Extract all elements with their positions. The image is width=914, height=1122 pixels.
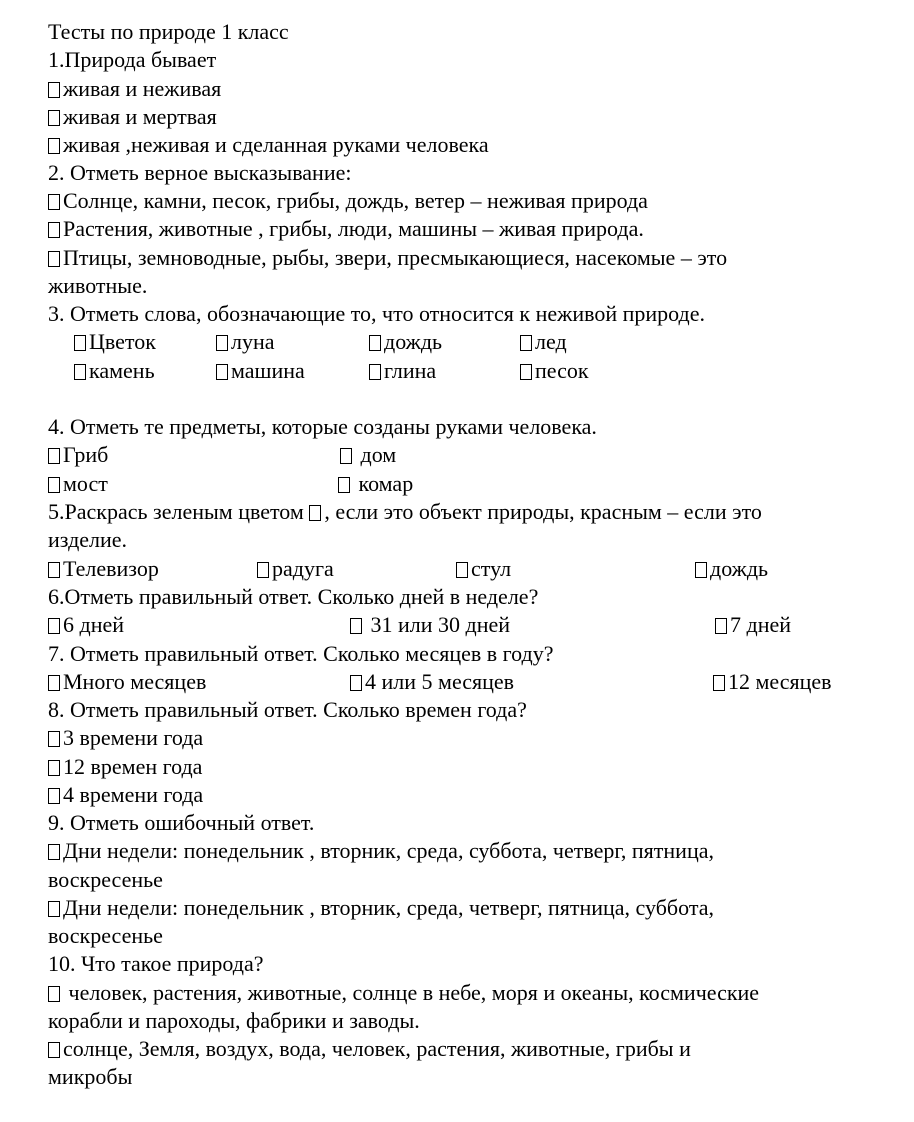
q9-option-1-continued: воскресенье (48, 867, 163, 892)
checkbox-icon[interactable] (74, 335, 86, 351)
q2-option-1[interactable]: Солнце, камни, песок, грибы, дождь, ветер – неживая природа (48, 187, 648, 215)
q4-option-bridge[interactable]: мост (48, 470, 108, 498)
q3-option-ice[interactable]: лед (520, 328, 567, 356)
checkbox-icon[interactable] (48, 901, 60, 917)
worksheet-title: Тесты по природе 1 класс (48, 19, 289, 44)
checkbox-icon[interactable] (48, 731, 60, 747)
q6-option-31-30-days[interactable]: 31 или 30 дней (350, 611, 510, 639)
checkbox-icon[interactable] (48, 222, 60, 238)
q3-option-flower[interactable]: Цветок (74, 328, 156, 356)
checkbox-icon[interactable] (350, 618, 362, 634)
question-4: 4. Отметь те предметы, которые созданы руками человека. (48, 414, 597, 439)
checkbox-icon (309, 505, 321, 521)
q1-option-2[interactable]: живая и мертвая (48, 103, 217, 131)
q9-option-2-continued: воскресенье (48, 923, 163, 948)
q5-option-tv[interactable]: Телевизор (48, 555, 159, 583)
checkbox-icon[interactable] (48, 675, 60, 691)
checkbox-icon[interactable] (216, 335, 228, 351)
q1-option-3[interactable]: живая ,неживая и сделанная руками человека (48, 131, 489, 159)
checkbox-icon[interactable] (695, 562, 707, 578)
q10-option-2[interactable]: солнце, Земля, воздух, вода, человек, растения, животные, грибы и (48, 1035, 691, 1063)
checkbox-icon[interactable] (48, 477, 60, 493)
q5-option-chair[interactable]: стул (456, 555, 511, 583)
q8-option-2[interactable]: 12 времен года (48, 753, 202, 781)
question-10: 10. Что такое природа? (48, 951, 264, 976)
q2-option-2[interactable]: Растения, животные , грибы, люди, машины – живая природа. (48, 215, 644, 243)
checkbox-icon[interactable] (48, 251, 60, 267)
q10-option-1[interactable]: человек, растения, животные, солнце в небе, моря и океаны, космические (48, 979, 759, 1007)
q3-option-car[interactable]: машина (216, 357, 305, 385)
q5-option-rain[interactable]: дождь (695, 555, 768, 583)
checkbox-icon[interactable] (715, 618, 727, 634)
checkbox-icon[interactable] (520, 335, 532, 351)
question-1: 1.Природа бывает (48, 47, 217, 72)
checkbox-icon[interactable] (338, 477, 350, 493)
q8-option-1[interactable]: 3 времени года (48, 724, 203, 752)
q3-option-stone[interactable]: камень (74, 357, 155, 385)
checkbox-icon[interactable] (340, 448, 352, 464)
checkbox-icon[interactable] (48, 562, 60, 578)
q4-option-mushroom[interactable]: Гриб (48, 441, 108, 469)
q8-option-3[interactable]: 4 времени года (48, 781, 203, 809)
q4-option-mosquito[interactable]: комар (338, 470, 413, 498)
q2-option-3[interactable]: Птицы, земноводные, рыбы, звери, пресмыкающиеся, насекомые – это (48, 244, 727, 272)
checkbox-icon[interactable] (48, 82, 60, 98)
checkbox-icon[interactable] (216, 364, 228, 380)
q5-option-rainbow[interactable]: радуга (257, 555, 334, 583)
q1-option-1[interactable]: живая и неживая (48, 75, 221, 103)
checkbox-icon[interactable] (369, 364, 381, 380)
q4-option-house[interactable]: дом (340, 441, 396, 469)
q3-option-clay[interactable]: глина (369, 357, 436, 385)
checkbox-icon[interactable] (257, 562, 269, 578)
q9-option-2[interactable]: Дни недели: понедельник , вторник, среда, четверг, пятница, суббота, (48, 894, 714, 922)
q9-option-1[interactable]: Дни недели: понедельник , вторник, среда, суббота, четверг, пятница, (48, 837, 714, 865)
checkbox-icon[interactable] (74, 364, 86, 380)
q7-option-many[interactable]: Много месяцев (48, 668, 206, 696)
checkbox-icon[interactable] (48, 760, 60, 776)
checkbox-icon[interactable] (48, 986, 60, 1002)
checkbox-icon[interactable] (48, 194, 60, 210)
checkbox-icon[interactable] (713, 675, 725, 691)
checkbox-icon[interactable] (48, 1042, 60, 1058)
checkbox-icon[interactable] (48, 138, 60, 154)
checkbox-icon[interactable] (520, 364, 532, 380)
checkbox-icon[interactable] (48, 844, 60, 860)
q7-option-12[interactable]: 12 месяцев (713, 668, 832, 696)
q10-option-1-continued: корабли и пароходы, фабрики и заводы. (48, 1008, 420, 1033)
question-2: 2. Отметь верное высказывание: (48, 160, 352, 185)
checkbox-icon[interactable] (369, 335, 381, 351)
q6-option-6-days[interactable]: 6 дней (48, 611, 124, 639)
question-8: 8. Отметь правильный ответ. Сколько времен года? (48, 697, 527, 722)
checkbox-icon[interactable] (48, 448, 60, 464)
checkbox-icon[interactable] (48, 788, 60, 804)
question-5-continued: изделие. (48, 527, 128, 552)
checkbox-icon[interactable] (350, 675, 362, 691)
question-3: 3. Отметь слова, обозначающие то, что относится к неживой природе. (48, 301, 705, 326)
checkbox-icon[interactable] (48, 618, 60, 634)
checkbox-icon[interactable] (456, 562, 468, 578)
question-6: 6.Отметь правильный ответ. Сколько дней в неделе? (48, 584, 539, 609)
checkbox-icon[interactable] (48, 110, 60, 126)
question-5: 5.Раскрась зеленым цветом , если это объект природы, красным – если это (48, 499, 762, 524)
q6-option-7-days[interactable]: 7 дней (715, 611, 791, 639)
question-7: 7. Отметь правильный ответ. Сколько месяцев в году? (48, 641, 554, 666)
q3-option-rain[interactable]: дождь (369, 328, 442, 356)
q7-option-4-or-5[interactable]: 4 или 5 месяцев (350, 668, 514, 696)
q3-option-moon[interactable]: луна (216, 328, 275, 356)
question-9: 9. Отметь ошибочный ответ. (48, 810, 315, 835)
q2-option-3-continued: животные. (48, 273, 148, 298)
q10-option-2-continued: микробы (48, 1064, 133, 1089)
q3-option-sand[interactable]: песок (520, 357, 589, 385)
